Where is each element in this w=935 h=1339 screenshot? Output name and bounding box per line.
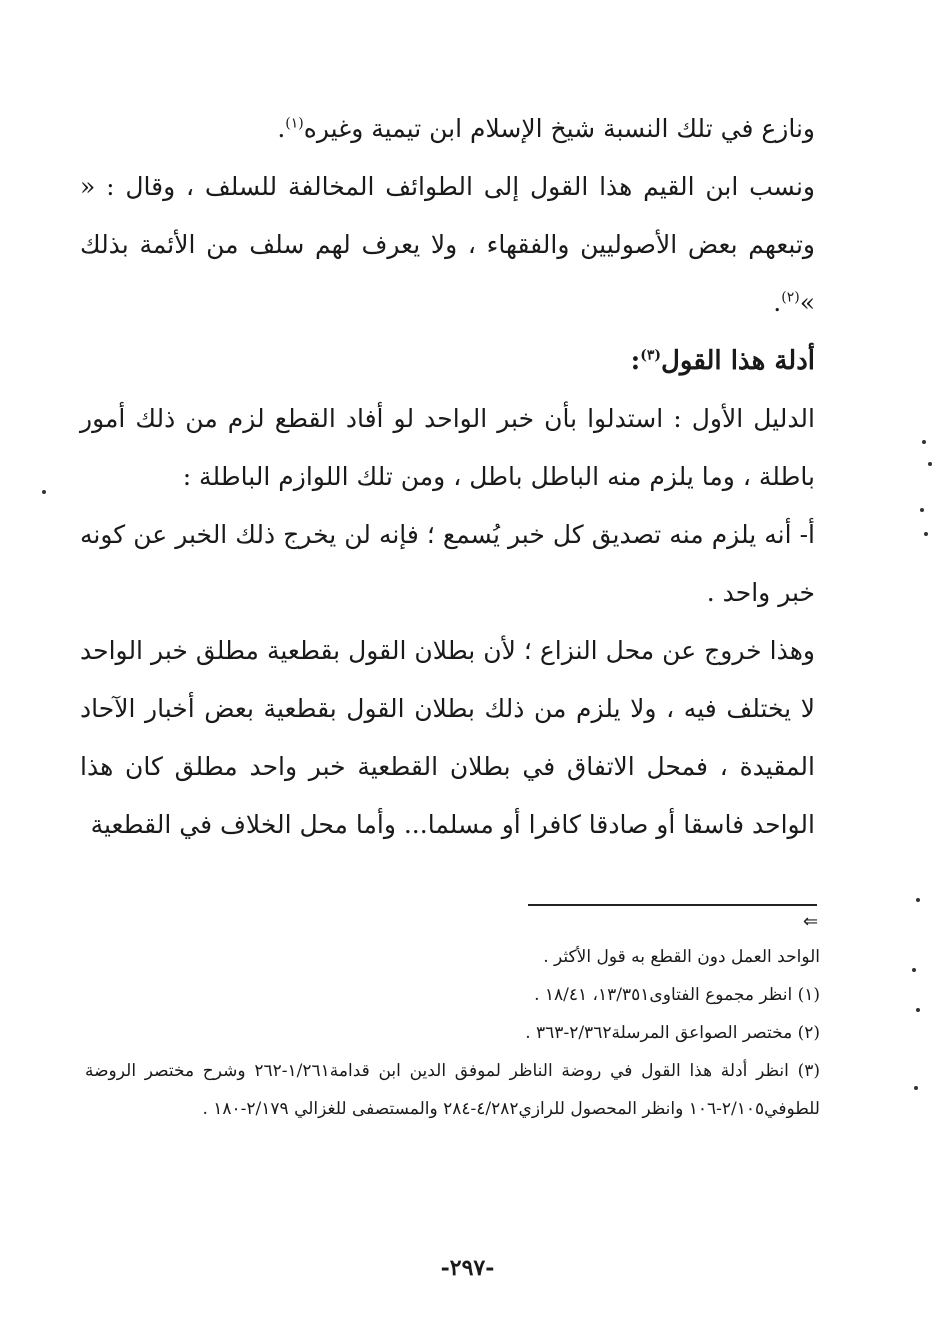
- footnote-continued: الواحد العمل دون القطع به قول الأكثر .: [543, 947, 820, 967]
- paragraph-2: ونسب ابن القيم هذا القول إلى الطوائف المخالفة للسلف ، وقال : « وتبعهم بعض الأصوليين والفقهاء ، ولا يعرف لهم سلف من الأئمة بذلك »$^{(٢)}$.: [80, 172, 815, 317]
- paragraph-5: وهذا خروج عن محل النزاع ؛ لأن بطلان القول بقطعية مطلق خبر الواحد لا يختلف فيه ، ولا يلزم من ذلك بطلان القول بقطعية بعض أخبار الآحاد المقيدة ، فمحل الاتفاق في بطلان القطعية خبر واحد مطلق كان هذا الواحد فاسقا أو صادقا كافرا أو مسلما... وأما محل الخلاف في القطعية: [80, 636, 815, 839]
- paragraph-1: ونازع في تلك النسبة شيخ الإسلام ابن تيمية وغيره$^{(١)}$.: [277, 114, 815, 143]
- scan-speck: [920, 508, 924, 512]
- paragraph-1-text: ونازع في تلك النسبة شيخ الإسلام ابن تيمية وغيره: [303, 114, 815, 143]
- section-heading-text: أدلة هذا القول: [661, 346, 815, 376]
- page-number: -٢٩٧-: [440, 1255, 495, 1281]
- section-heading: أدلة هذا القول$^{(٣)}$:: [630, 346, 815, 376]
- scan-speck: [912, 968, 916, 972]
- main-text: [80, 100, 815, 854]
- scan-speck: [914, 1086, 918, 1090]
- footnote-3: (٣) انظر أدلة هذا القول في روضة الناظر لموفق الدين ابن قدامة١/٢٦١-٢٦٢ وشرح مختصر الروضة للطوفي٢/١٠٥-١٠٦ وانظر المحصول للرازي٤/٢٨٢-٢٨٤ والمستصفى للغزالي ٢/١٧٩-١٨٠ .: [85, 1061, 820, 1119]
- scan-speck: [922, 440, 926, 444]
- scan-speck: [924, 532, 928, 536]
- arrow-left-icon: ⇐: [803, 911, 819, 932]
- footnote-ref-2: (٢): [781, 289, 800, 306]
- footnotes: [85, 938, 820, 1128]
- footnote-2: (٢) مختصر الصواعق المرسلة٢/٣٦٢-٣٦٣ .: [525, 1023, 820, 1043]
- paragraph-4: أ- أنه يلزم منه تصديق كل خبر يُسمع ؛ فإنه لن يخرج ذلك الخبر عن كونه خبر واحد .: [80, 520, 815, 607]
- scan-speck: [916, 1008, 920, 1012]
- footnote-ref-3: (٣): [640, 347, 662, 364]
- footnote-divider: [528, 904, 817, 906]
- scan-speck: [42, 490, 46, 494]
- paragraph-3: الدليل الأول : استدلوا بأن خبر الواحد لو أفاد القطع لزم من ذلك أمور باطلة ، وما يلزم منه الباطل باطل ، ومن تلك اللوازم الباطلة :: [80, 404, 815, 491]
- scan-speck: [928, 462, 932, 466]
- scan-speck: [916, 898, 920, 902]
- footnote-ref-1: (١): [285, 115, 304, 132]
- footnote-1: (١) انظر مجموع الفتاوى١٣/٣٥١، ١٨/٤١ .: [534, 985, 820, 1005]
- paragraph-2-text: ونسب ابن القيم هذا القول إلى الطوائف المخالفة للسلف ، وقال : « وتبعهم بعض الأصوليين والفقهاء ، ولا يعرف لهم سلف من الأئمة بذلك »: [80, 172, 815, 317]
